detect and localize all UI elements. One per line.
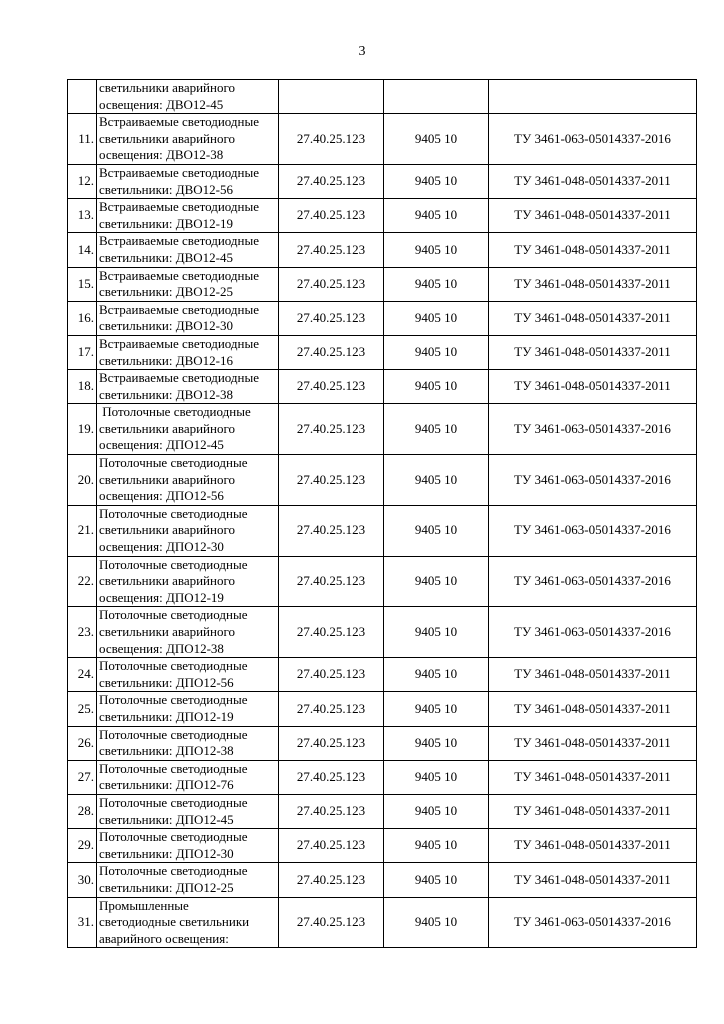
product-name-line: Потолочные светодиодные	[99, 794, 248, 810]
row-number-cell: 21.	[68, 505, 97, 556]
product-name-cell	[97, 505, 279, 556]
product-name-line: Потолочные светодиодные	[99, 607, 248, 623]
okpd-code-cell: 27.40.25.123	[279, 692, 384, 726]
tech-spec-cell: ТУ 3461-048-05014337-2011	[489, 164, 697, 198]
table-row	[68, 404, 697, 455]
product-name-line: Встраиваемые светодиодные	[99, 335, 260, 351]
table-row	[68, 301, 697, 335]
product-name-cell	[97, 829, 279, 863]
product-name-line: освещения: ДВО12-45	[99, 96, 224, 112]
product-name-line: светильники: ДПО12-76	[99, 777, 234, 793]
table-row	[68, 455, 697, 506]
product-name-line: светильники: ДПО12-45	[99, 811, 234, 827]
table-row	[68, 607, 697, 658]
table-row	[68, 863, 697, 897]
product-name-line: Потолочные светодиодные	[99, 863, 248, 879]
table-row	[68, 199, 697, 233]
tnved-code-cell: 9405 10	[384, 607, 489, 658]
table-row	[68, 760, 697, 794]
table-row	[68, 794, 697, 828]
table-row	[68, 726, 697, 760]
product-name-line: Потолочные светодиодные	[99, 726, 248, 742]
tech-spec-cell: ТУ 3461-048-05014337-2011	[489, 335, 697, 369]
product-name-cell	[97, 301, 279, 335]
tnved-code-cell: 9405 10	[384, 199, 489, 233]
product-name-line: Встраиваемые светодиодные	[99, 370, 260, 386]
product-name-cell	[97, 267, 279, 301]
row-number-cell: 30.	[68, 863, 97, 897]
table-row	[68, 897, 697, 948]
product-name-line: Потолочные светодиодные	[99, 829, 248, 845]
product-name-line: светильники: ДВО12-38	[99, 386, 233, 402]
okpd-code-cell: 27.40.25.123	[279, 607, 384, 658]
row-number-cell: 17.	[68, 335, 97, 369]
product-name-line: светильники аварийного	[99, 80, 235, 95]
product-name-line: светильники аварийного	[99, 522, 235, 538]
tnved-code-cell: 9405 10	[384, 404, 489, 455]
product-name-line: Встраиваемые светодиодные	[99, 199, 260, 215]
okpd-code-cell: 27.40.25.123	[279, 114, 384, 165]
tech-spec-cell: ТУ 3461-048-05014337-2011	[489, 863, 697, 897]
tnved-code-cell: 9405 10	[384, 692, 489, 726]
okpd-code-cell: 27.40.25.123	[279, 556, 384, 607]
tech-spec-cell: ТУ 3461-048-05014337-2011	[489, 726, 697, 760]
tech-spec-cell: ТУ 3461-063-05014337-2016	[489, 455, 697, 506]
row-number-cell: 27.	[68, 760, 97, 794]
tnved-code-cell: 9405 10	[384, 794, 489, 828]
product-name-cell	[97, 114, 279, 165]
product-name-line: светодиодные светильники	[99, 914, 250, 930]
tech-spec-cell: ТУ 3461-048-05014337-2011	[489, 760, 697, 794]
tnved-code-cell: 9405 10	[384, 233, 489, 267]
tnved-code-cell: 9405 10	[384, 455, 489, 506]
product-name-line: светильники: ДВО12-19	[99, 215, 233, 231]
row-number-cell: 19.	[68, 404, 97, 455]
row-number-cell: 28.	[68, 794, 97, 828]
tech-spec-cell: ТУ 3461-048-05014337-2011	[489, 233, 697, 267]
product-name-line: Потолочные светодиодные	[99, 658, 248, 674]
tnved-code-cell: 9405 10	[384, 726, 489, 760]
product-name-line: светильники: ДВО12-25	[99, 284, 233, 300]
tech-spec-cell: ТУ 3461-048-05014337-2011	[489, 370, 697, 404]
tnved-code-cell: 9405 10	[384, 556, 489, 607]
okpd-code-cell: 27.40.25.123	[279, 794, 384, 828]
okpd-code-cell: 27.40.25.123	[279, 760, 384, 794]
product-name-cell	[97, 233, 279, 267]
product-name-line: Потолочные светодиодные	[99, 760, 248, 776]
tnved-code-cell: 9405 10	[384, 114, 489, 165]
product-name-cell	[97, 199, 279, 233]
product-name-line: светильники аварийного	[99, 573, 235, 589]
okpd-code-cell: 27.40.25.123	[279, 164, 384, 198]
tech-spec-cell: ТУ 3461-063-05014337-2016	[489, 556, 697, 607]
okpd-code-cell: 27.40.25.123	[279, 455, 384, 506]
okpd-code-cell: 27.40.25.123	[279, 404, 384, 455]
tech-spec-cell: ТУ 3461-063-05014337-2016	[489, 897, 697, 948]
tnved-code-cell	[384, 80, 489, 114]
product-name-line: Промышленные	[99, 897, 189, 913]
okpd-code-cell: 27.40.25.123	[279, 199, 384, 233]
product-name-line: Потолочные светодиодные	[99, 404, 251, 420]
product-name-cell	[97, 897, 279, 948]
product-name-cell	[97, 794, 279, 828]
product-name-line: светильники: ДПО12-25	[99, 879, 234, 895]
product-name-cell	[97, 455, 279, 506]
table-row	[68, 370, 697, 404]
product-name-line: освещения: ДПО12-30	[99, 539, 224, 555]
tech-spec-cell: ТУ 3461-048-05014337-2011	[489, 829, 697, 863]
product-name-cell	[97, 556, 279, 607]
product-name-line: освещения: ДПО12-38	[99, 640, 224, 656]
product-name-line: Встраиваемые светодиодные	[99, 164, 260, 180]
product-name-line: светильники: ДПО12-38	[99, 743, 234, 759]
tech-spec-cell: ТУ 3461-063-05014337-2016	[489, 114, 697, 165]
table-row	[68, 80, 697, 114]
row-number-cell: 13.	[68, 199, 97, 233]
product-name-line: освещения: ДПО12-45	[99, 437, 224, 453]
product-name-line: светильники: ДПО12-19	[99, 708, 234, 724]
okpd-code-cell	[279, 80, 384, 114]
row-number-cell: 24.	[68, 658, 97, 692]
product-name-cell	[97, 760, 279, 794]
okpd-code-cell: 27.40.25.123	[279, 301, 384, 335]
row-number-cell: 16.	[68, 301, 97, 335]
tnved-code-cell: 9405 10	[384, 301, 489, 335]
tech-spec-cell: ТУ 3461-048-05014337-2011	[489, 658, 697, 692]
tech-spec-cell: ТУ 3461-063-05014337-2016	[489, 607, 697, 658]
product-name-cell	[97, 863, 279, 897]
row-number-cell: 12.	[68, 164, 97, 198]
tech-spec-cell	[489, 80, 697, 114]
product-name-line: светильники аварийного	[99, 130, 235, 146]
tnved-code-cell: 9405 10	[384, 863, 489, 897]
row-number-cell: 22.	[68, 556, 97, 607]
product-name-line: светильники: ДПО12-30	[99, 845, 234, 861]
products-table	[67, 79, 697, 948]
row-number-cell: 26.	[68, 726, 97, 760]
table-row	[68, 658, 697, 692]
tech-spec-cell: ТУ 3461-048-05014337-2011	[489, 794, 697, 828]
tnved-code-cell: 9405 10	[384, 370, 489, 404]
tech-spec-cell: ТУ 3461-048-05014337-2011	[489, 692, 697, 726]
product-name-line: светильники аварийного	[99, 420, 235, 436]
row-number-cell: 31.	[68, 897, 97, 948]
row-number-cell: 20.	[68, 455, 97, 506]
okpd-code-cell: 27.40.25.123	[279, 726, 384, 760]
table-row	[68, 829, 697, 863]
product-name-line: светильники: ДПО12-56	[99, 674, 234, 690]
product-name-line: освещения: ДПО12-56	[99, 488, 224, 504]
product-name-cell	[97, 692, 279, 726]
tnved-code-cell: 9405 10	[384, 658, 489, 692]
product-name-line: освещения: ДПО12-19	[99, 589, 224, 605]
tnved-code-cell: 9405 10	[384, 267, 489, 301]
product-name-line: светильники: ДВО12-16	[99, 352, 233, 368]
okpd-code-cell: 27.40.25.123	[279, 863, 384, 897]
product-name-cell	[97, 164, 279, 198]
product-name-cell	[97, 335, 279, 369]
product-name-line: Встраиваемые светодиодные	[99, 301, 260, 317]
okpd-code-cell: 27.40.25.123	[279, 370, 384, 404]
tnved-code-cell: 9405 10	[384, 760, 489, 794]
row-number-cell: 23.	[68, 607, 97, 658]
product-name-line: светильники аварийного	[99, 624, 235, 639]
row-number-cell: 11.	[68, 114, 97, 165]
page-number: 3	[358, 44, 366, 59]
product-name-cell	[97, 658, 279, 692]
product-name-cell	[97, 726, 279, 760]
products-table-body	[68, 80, 697, 948]
product-name-line: Встраиваемые светодиодные	[99, 267, 260, 283]
tech-spec-cell: ТУ 3461-063-05014337-2016	[489, 404, 697, 455]
tnved-code-cell: 9405 10	[384, 829, 489, 863]
table-row	[68, 114, 697, 165]
product-name-line: Потолочные светодиодные	[99, 692, 248, 708]
row-number-cell: 15.	[68, 267, 97, 301]
table-row	[68, 692, 697, 726]
product-name-line: светильники: ДВО12-30	[99, 318, 233, 334]
okpd-code-cell: 27.40.25.123	[279, 829, 384, 863]
okpd-code-cell: 27.40.25.123	[279, 335, 384, 369]
product-name-cell	[97, 370, 279, 404]
okpd-code-cell: 27.40.25.123	[279, 658, 384, 692]
product-name-line: светильники: ДВО12-45	[99, 249, 233, 265]
product-name-line: Потолочные светодиодные	[99, 556, 248, 572]
okpd-code-cell: 27.40.25.123	[279, 505, 384, 556]
tnved-code-cell: 9405 10	[384, 335, 489, 369]
row-number-cell: 29.	[68, 829, 97, 863]
tnved-code-cell: 9405 10	[384, 505, 489, 556]
product-name-line: светильники аварийного	[99, 471, 235, 487]
product-name-line: светильники: ДВО12-56	[99, 181, 233, 197]
tech-spec-cell: ТУ 3461-048-05014337-2011	[489, 199, 697, 233]
tnved-code-cell: 9405 10	[384, 164, 489, 198]
product-name-cell	[97, 404, 279, 455]
tnved-code-cell: 9405 10	[384, 897, 489, 948]
tech-spec-cell: ТУ 3461-048-05014337-2011	[489, 267, 697, 301]
table-row	[68, 164, 697, 198]
product-name-line: Потолочные светодиодные	[99, 505, 248, 521]
product-name-line: Встраиваемые светодиодные	[99, 233, 260, 249]
table-row	[68, 267, 697, 301]
product-name-line: аварийного освещения:	[99, 930, 229, 946]
product-name-cell	[97, 607, 279, 658]
product-name-line: Встраиваемые светодиодные	[99, 114, 260, 130]
table-row	[68, 505, 697, 556]
row-number-cell	[68, 80, 97, 114]
product-name-line: освещения: ДВО12-38	[99, 147, 224, 163]
tech-spec-cell: ТУ 3461-048-05014337-2011	[489, 301, 697, 335]
product-name-line: Потолочные светодиодные	[99, 455, 248, 471]
okpd-code-cell: 27.40.25.123	[279, 897, 384, 948]
table-row	[68, 556, 697, 607]
table-row	[68, 335, 697, 369]
table-row	[68, 233, 697, 267]
tech-spec-cell: ТУ 3461-063-05014337-2016	[489, 505, 697, 556]
product-name-cell	[97, 80, 279, 114]
row-number-cell: 14.	[68, 233, 97, 267]
okpd-code-cell: 27.40.25.123	[279, 233, 384, 267]
row-number-cell: 25.	[68, 692, 97, 726]
okpd-code-cell: 27.40.25.123	[279, 267, 384, 301]
row-number-cell: 18.	[68, 370, 97, 404]
